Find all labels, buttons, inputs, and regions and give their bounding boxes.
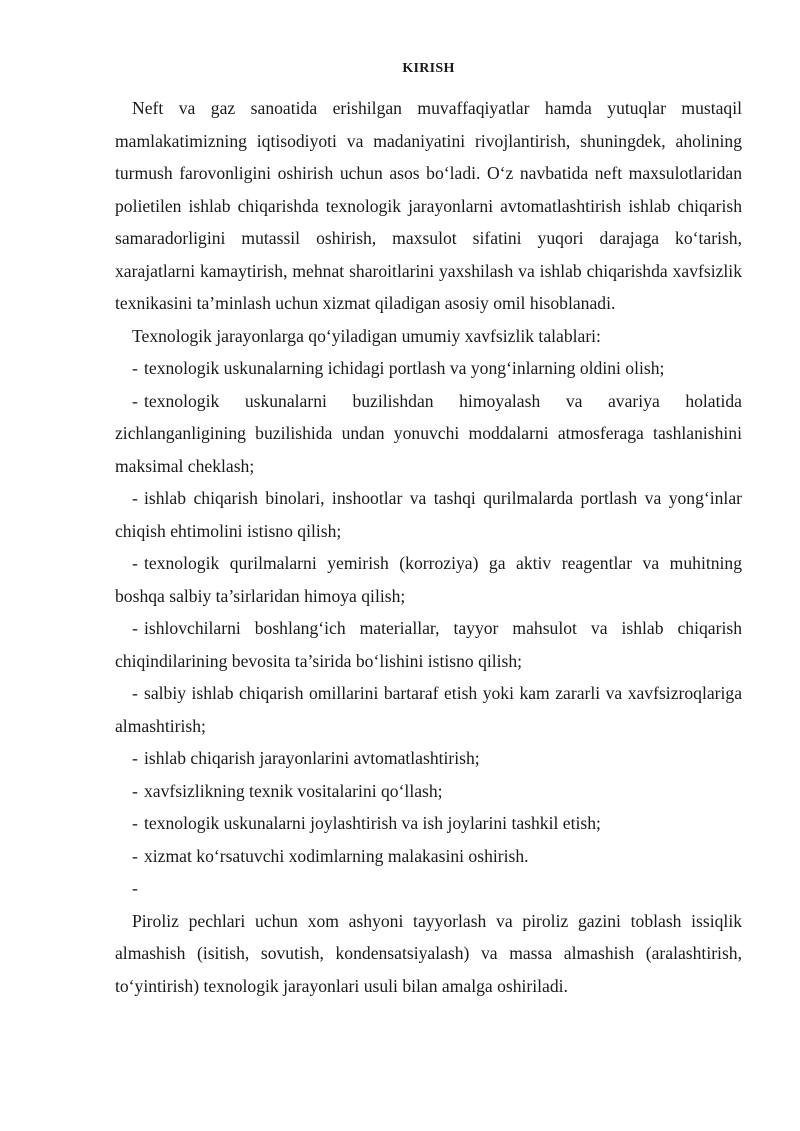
bullet-dash: - [132,813,138,833]
list-item [115,352,742,385]
bullet-dash: - [132,488,138,508]
list-item [115,807,742,840]
list-item-text: ishlab chiqarish jarayonlarini avtomatlashtirish; [144,748,480,768]
bullet-dash: - [132,358,138,378]
intro-paragraph: Neft va gaz sanoatida erishilgan muvaffaqiyatlar hamda yutuqlar mustaqil mamlakatimizning iqtisodiyoti va madaniyatini rivojlantirish, shuningdek, aholining turmush farovonligini oshirish uchun asos bo‘ladi. O‘z navbatida neft maxsulotlaridan polietilen ishlab chiqarishda texnologik jarayonlarni avtomatlashtirish ishlab chiqarish samaradorligini mutassil oshirish, maxsulot sifatini yuqori darajaga ko‘tarish, xarajatlarni kamaytirish, mehnat sharoitlarini yaxshilash va ishlab chiqarishda xavfsizlik texnikasini ta’minlash uchun xizmat qiladigan asosiy omil hisoblanadi. [115,98,742,313]
list-item-text: texnologik uskunalarning ichidagi portlash va yong‘inlarning oldini olish; [144,358,665,378]
list-item [115,385,742,483]
bullet-dash: - [132,683,138,703]
page-title: KIRISH [402,61,455,76]
requirements-lead: Texnologik jarayonlarga qo‘yiladigan umumiy xavfsizlik talablari: [132,325,601,346]
list-item-empty [115,872,742,905]
list-item [115,840,742,873]
bullet-dash: - [132,878,138,898]
bullet-dash: - [132,845,138,866]
bullet-dash: - [132,748,138,768]
list-item-text: xavfsizlikning texnik vositalarini qo‘llash; [144,780,443,801]
list-item-text: texnologik uskunalarni buzilishdan himoyalash va avariya holatida zichlanganligining buzilishida undan yonuvchi moddalarni atmosferaga tashlanishini maksimal cheklash; [115,390,742,476]
list-item-text: texnologik uskunalarni joylashtirish va ish joylarini tashkil etish; [144,813,601,833]
bullet-dash: - [132,780,138,801]
list-item [115,742,742,775]
list-item [115,775,742,808]
list-item-text: xizmat ko‘rsatuvchi xodimlarning malakasini oshirish. [144,845,529,866]
list-item [115,677,742,742]
list-item [115,612,742,677]
list-item-text: salbiy ishlab chiqarish omillarini bartaraf etish yoki kam zararli va xavfsizroqlariga almashtirish; [115,683,742,736]
list-item [115,547,742,612]
list-item-text: ishlovchilarni boshlang‘ich materiallar, tayyor mahsulot va ishlab chiqarish chiqindilarining bevosita ta’sirida bo‘lishini istisno qilish; [115,618,742,671]
closing-paragraph: Piroliz pechlari uchun xom ashyoni tayyorlash va piroliz gazini toblash issiqlik almashish (isitish, sovutish, kondensatsiyalash) va massa almashish (aralashtirish, to‘yintirish) texnologik jarayonlari usuli bilan amalga oshiriladi. [115,910,742,996]
list-item-text: ishlab chiqarish binolari, inshootlar va tashqi qurilmalarda portlash va yong‘inlar chiqish ehtimolini istisno qilish; [115,488,742,541]
bullet-dash: - [132,618,138,638]
bullet-dash: - [132,553,138,573]
list-item-text: texnologik qurilmalarni yemirish (korroziya) ga aktiv reagentlar va muhitning boshqa salbiy ta’sirlaridan himoya qilish; [115,553,742,606]
list-item [115,482,742,547]
bullet-dash: - [132,390,138,411]
